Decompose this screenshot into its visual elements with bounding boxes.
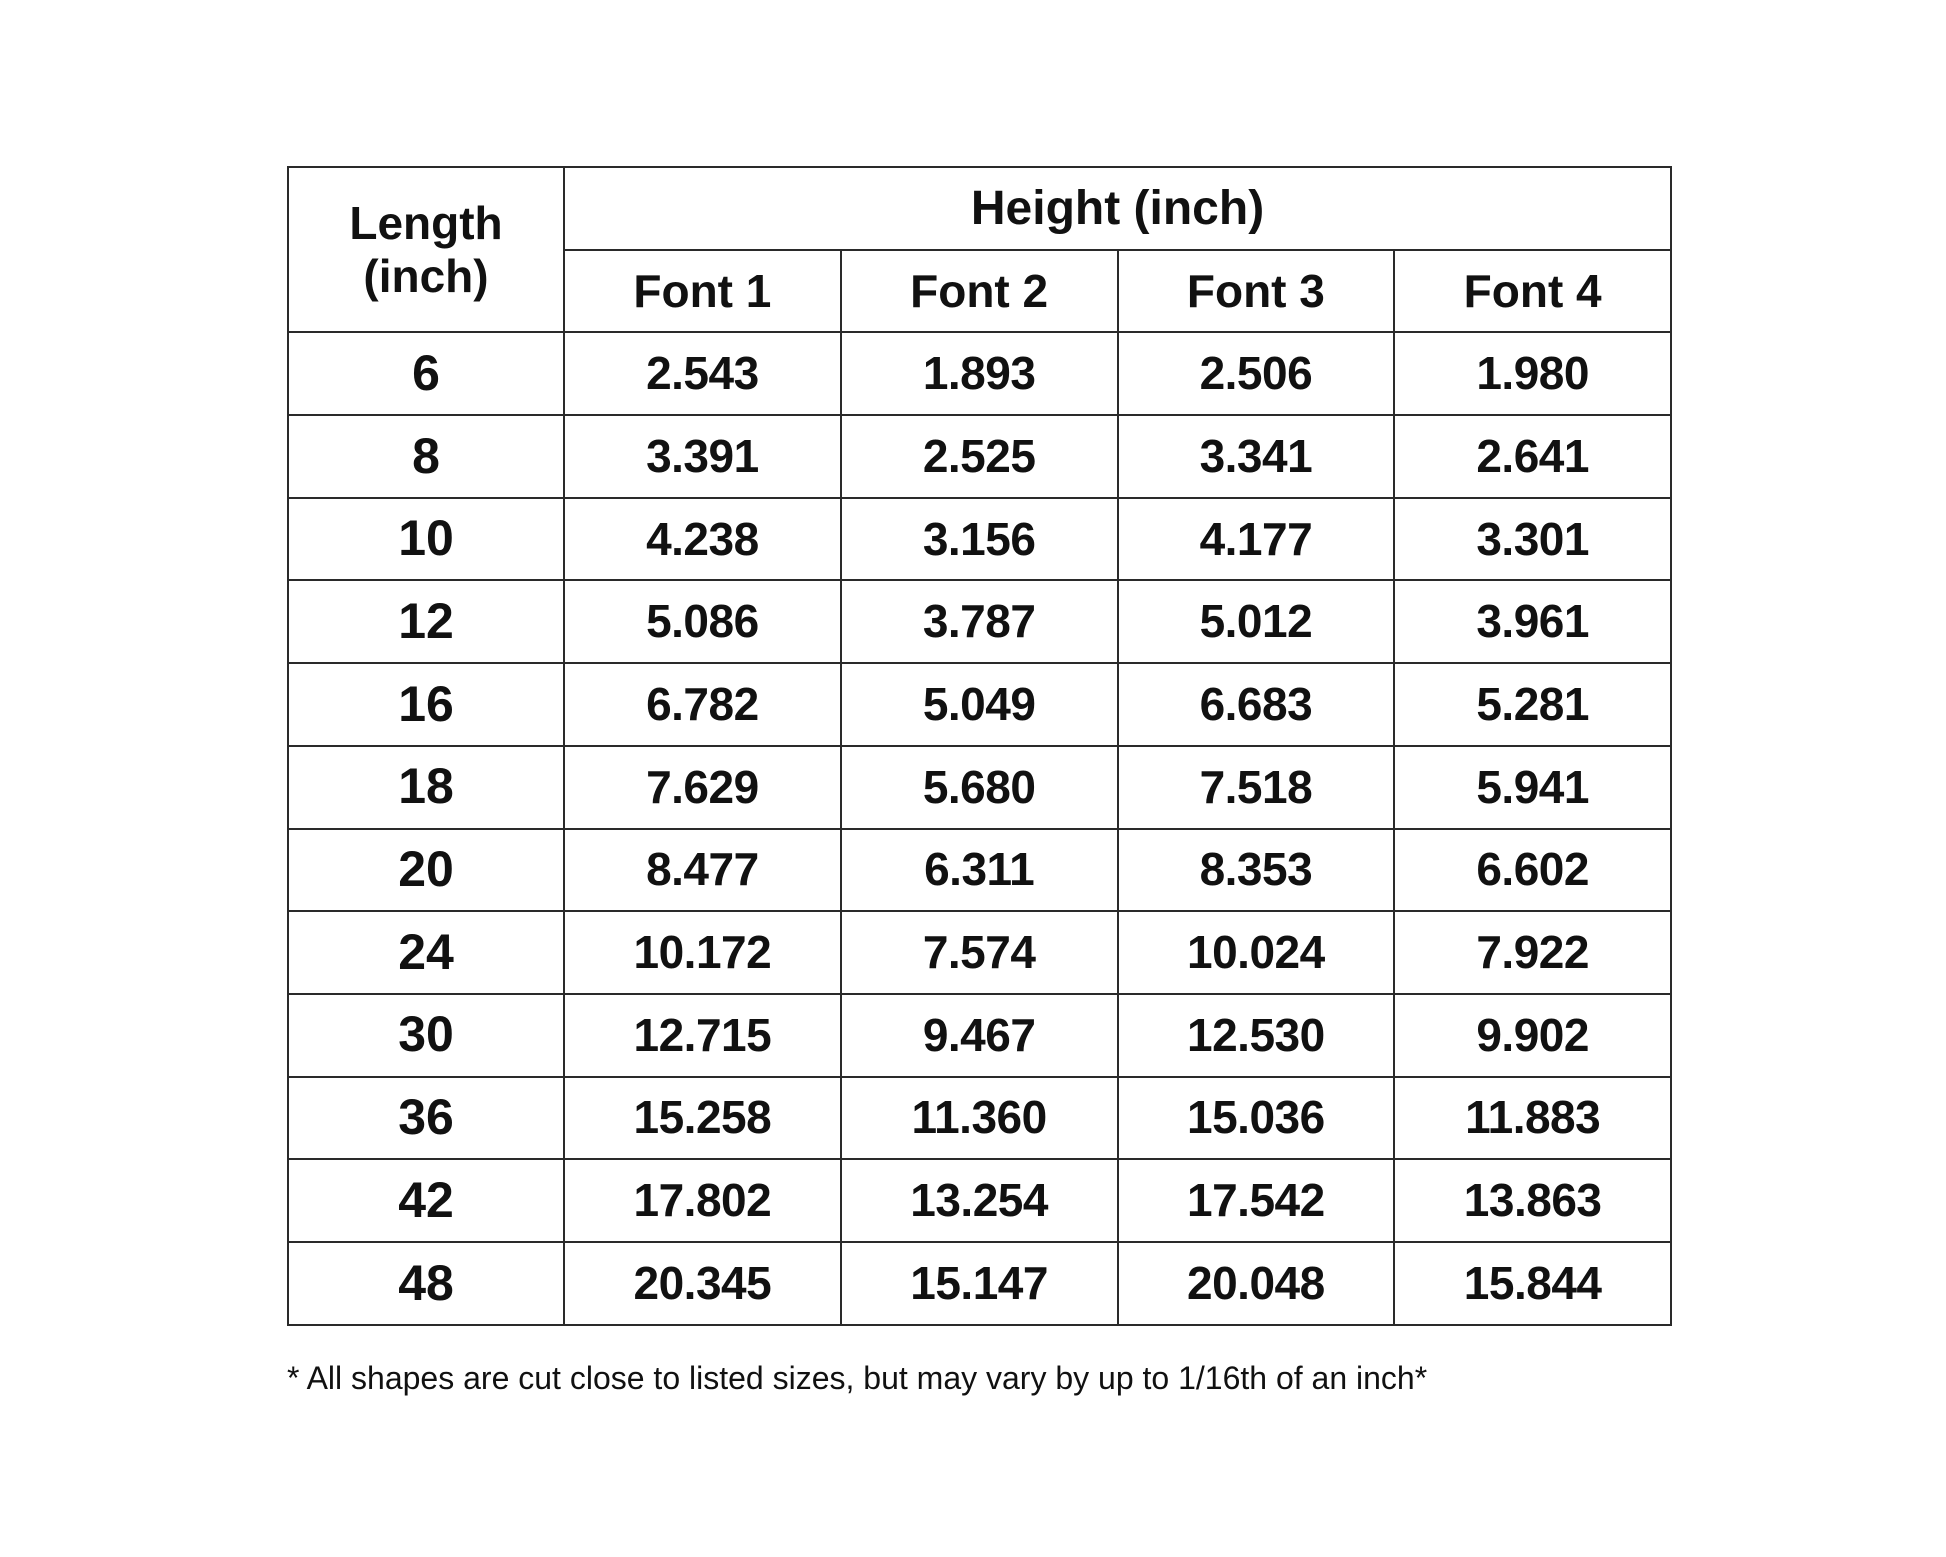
height-cell-font-3: 17.542 <box>1118 1159 1395 1242</box>
table-row <box>288 1242 1671 1325</box>
height-cell-font-4: 7.922 <box>1394 911 1671 994</box>
table-row <box>288 746 1671 829</box>
height-cell-font-1: 7.629 <box>564 746 841 829</box>
height-cell-font-4: 13.863 <box>1394 1159 1671 1242</box>
height-cell-font-2: 6.311 <box>841 829 1118 912</box>
font-2-header: Font 2 <box>841 250 1118 333</box>
length-cell: 24 <box>288 911 564 994</box>
height-cell-font-1: 3.391 <box>564 415 841 498</box>
font-3-header: Font 3 <box>1118 250 1395 333</box>
height-cell-font-3: 15.036 <box>1118 1077 1395 1160</box>
table-row <box>288 498 1671 581</box>
height-cell-font-3: 20.048 <box>1118 1242 1395 1325</box>
length-cell: 8 <box>288 415 564 498</box>
font-1-header: Font 1 <box>564 250 841 333</box>
length-header-line1: Length <box>349 196 503 249</box>
header-row-top <box>288 167 1671 250</box>
table-row <box>288 415 1671 498</box>
height-cell-font-1: 2.543 <box>564 332 841 415</box>
height-cell-font-2: 2.525 <box>841 415 1118 498</box>
length-cell: 30 <box>288 994 564 1077</box>
height-cell-font-3: 6.683 <box>1118 663 1395 746</box>
table-row <box>288 1159 1671 1242</box>
table-row <box>288 911 1671 994</box>
height-cell-font-3: 12.530 <box>1118 994 1395 1077</box>
height-cell-font-2: 3.156 <box>841 498 1118 581</box>
height-group-header: Height (inch) <box>564 167 1671 250</box>
length-cell: 18 <box>288 746 564 829</box>
height-cell-font-3: 5.012 <box>1118 580 1395 663</box>
height-cell-font-2: 5.049 <box>841 663 1118 746</box>
height-cell-font-4: 3.961 <box>1394 580 1671 663</box>
height-cell-font-3: 4.177 <box>1118 498 1395 581</box>
length-cell: 48 <box>288 1242 564 1325</box>
table-row <box>288 663 1671 746</box>
height-cell-font-1: 5.086 <box>564 580 841 663</box>
height-cell-font-1: 17.802 <box>564 1159 841 1242</box>
height-cell-font-1: 8.477 <box>564 829 841 912</box>
table-row <box>288 332 1671 415</box>
height-cell-font-3: 7.518 <box>1118 746 1395 829</box>
height-cell-font-4: 2.641 <box>1394 415 1671 498</box>
height-cell-font-3: 10.024 <box>1118 911 1395 994</box>
height-cell-font-2: 11.360 <box>841 1077 1118 1160</box>
height-cell-font-3: 3.341 <box>1118 415 1395 498</box>
height-cell-font-1: 4.238 <box>564 498 841 581</box>
size-chart-table <box>287 166 1672 1326</box>
table-row <box>288 580 1671 663</box>
height-cell-font-2: 1.893 <box>841 332 1118 415</box>
length-cell: 6 <box>288 332 564 415</box>
height-cell-font-4: 5.281 <box>1394 663 1671 746</box>
height-cell-font-3: 2.506 <box>1118 332 1395 415</box>
height-cell-font-3: 8.353 <box>1118 829 1395 912</box>
height-cell-font-1: 10.172 <box>564 911 841 994</box>
length-cell: 20 <box>288 829 564 912</box>
table-body <box>288 332 1671 1324</box>
height-cell-font-2: 15.147 <box>841 1242 1118 1325</box>
height-cell-font-1: 20.345 <box>564 1242 841 1325</box>
footnote: * All shapes are cut close to listed sizes, but may vary by up to 1/16th of an inch* <box>287 1360 1428 1396</box>
height-cell-font-2: 3.787 <box>841 580 1118 663</box>
height-cell-font-4: 5.941 <box>1394 746 1671 829</box>
height-cell-font-1: 6.782 <box>564 663 841 746</box>
table-row <box>288 829 1671 912</box>
height-cell-font-2: 7.574 <box>841 911 1118 994</box>
length-header-line2: (inch) <box>363 249 489 302</box>
table-row <box>288 994 1671 1077</box>
length-cell: 42 <box>288 1159 564 1242</box>
height-cell-font-4: 15.844 <box>1394 1242 1671 1325</box>
length-cell: 16 <box>288 663 564 746</box>
height-cell-font-4: 11.883 <box>1394 1077 1671 1160</box>
height-cell-font-1: 15.258 <box>564 1077 841 1160</box>
table-row <box>288 1077 1671 1160</box>
length-cell: 10 <box>288 498 564 581</box>
height-cell-font-4: 3.301 <box>1394 498 1671 581</box>
length-cell: 12 <box>288 580 564 663</box>
height-cell-font-2: 5.680 <box>841 746 1118 829</box>
height-cell-font-1: 12.715 <box>564 994 841 1077</box>
height-cell-font-4: 6.602 <box>1394 829 1671 912</box>
height-cell-font-4: 1.980 <box>1394 332 1671 415</box>
length-column-header <box>288 167 564 332</box>
length-cell: 36 <box>288 1077 564 1160</box>
font-4-header: Font 4 <box>1394 250 1671 333</box>
height-cell-font-2: 13.254 <box>841 1159 1118 1242</box>
height-cell-font-4: 9.902 <box>1394 994 1671 1077</box>
height-cell-font-2: 9.467 <box>841 994 1118 1077</box>
